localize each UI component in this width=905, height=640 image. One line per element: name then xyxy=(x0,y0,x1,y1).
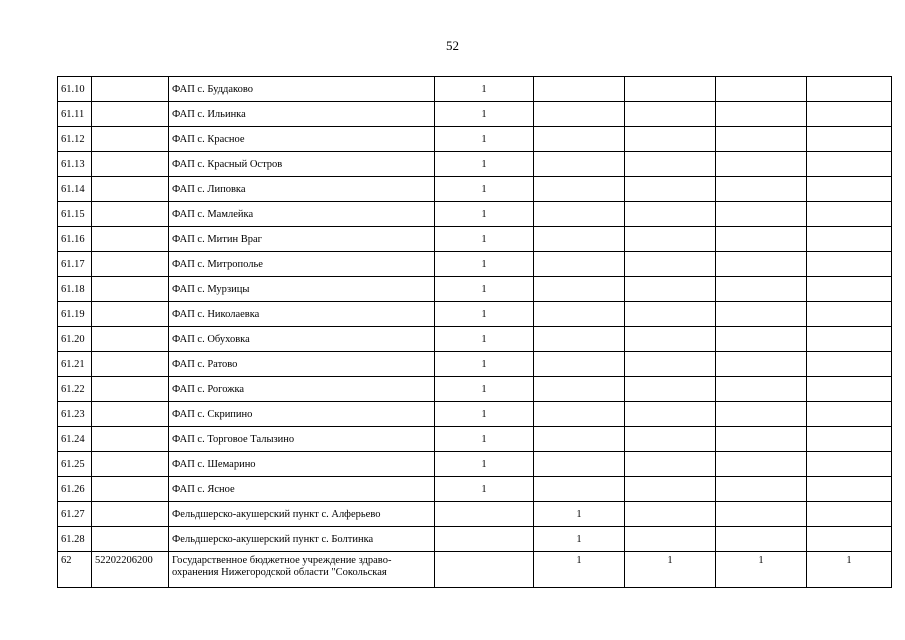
table-row xyxy=(58,302,892,327)
value-cell-2 xyxy=(534,327,625,352)
value-cell-1: 1 xyxy=(435,77,534,102)
value-cell-5 xyxy=(807,302,892,327)
value-cell-1: 1 xyxy=(435,202,534,227)
value-cell-2 xyxy=(534,477,625,502)
table-row xyxy=(58,77,892,102)
code-cell: 52202206200 xyxy=(92,552,169,588)
code-cell xyxy=(92,527,169,552)
value-cell-2 xyxy=(534,452,625,477)
value-cell-5 xyxy=(807,127,892,152)
value-cell-5 xyxy=(807,527,892,552)
value-cell-3 xyxy=(625,502,716,527)
facility-name-cell: ФАП с. Липовка xyxy=(169,177,435,202)
value-cell-4 xyxy=(716,202,807,227)
value-cell-3 xyxy=(625,227,716,252)
value-cell-5 xyxy=(807,452,892,477)
value-cell-3 xyxy=(625,452,716,477)
value-cell-1: 1 xyxy=(435,352,534,377)
value-cell-1: 1 xyxy=(435,327,534,352)
table-row xyxy=(58,127,892,152)
value-cell-4 xyxy=(716,152,807,177)
row-number-cell: 61.21 xyxy=(58,352,92,377)
value-cell-5 xyxy=(807,277,892,302)
value-cell-1: 1 xyxy=(435,277,534,302)
table-row xyxy=(58,427,892,452)
value-cell-4 xyxy=(716,477,807,502)
table-body xyxy=(58,77,892,588)
code-cell xyxy=(92,177,169,202)
row-number-cell: 61.13 xyxy=(58,152,92,177)
facility-name-cell: Государственное бюджетное учреждение здраво-охранения Нижегородской области "Сокольская xyxy=(169,552,435,588)
value-cell-4 xyxy=(716,352,807,377)
facility-name-cell: ФАП с. Ясное xyxy=(169,477,435,502)
value-cell-3 xyxy=(625,327,716,352)
value-cell-2 xyxy=(534,252,625,277)
table-row xyxy=(58,327,892,352)
facility-name-cell: ФАП с. Митин Враг xyxy=(169,227,435,252)
value-cell-1: 1 xyxy=(435,152,534,177)
row-number-cell: 61.10 xyxy=(58,77,92,102)
facility-name-cell: ФАП с. Скрипино xyxy=(169,402,435,427)
code-cell xyxy=(92,477,169,502)
code-cell xyxy=(92,502,169,527)
value-cell-4: 1 xyxy=(716,552,807,588)
table-row xyxy=(58,102,892,127)
code-cell xyxy=(92,202,169,227)
value-cell-5 xyxy=(807,477,892,502)
facility-name-cell: ФАП с. Обуховка xyxy=(169,327,435,352)
value-cell-5 xyxy=(807,502,892,527)
value-cell-5 xyxy=(807,377,892,402)
value-cell-5 xyxy=(807,177,892,202)
value-cell-2 xyxy=(534,227,625,252)
code-cell xyxy=(92,427,169,452)
value-cell-1: 1 xyxy=(435,377,534,402)
data-table xyxy=(57,76,892,588)
code-cell xyxy=(92,377,169,402)
value-cell-4 xyxy=(716,177,807,202)
facility-name-cell: ФАП с. Красное xyxy=(169,127,435,152)
code-cell xyxy=(92,252,169,277)
table-row xyxy=(58,452,892,477)
value-cell-1: 1 xyxy=(435,427,534,452)
value-cell-3 xyxy=(625,127,716,152)
value-cell-1: 1 xyxy=(435,402,534,427)
table-row xyxy=(58,202,892,227)
table-row xyxy=(58,177,892,202)
value-cell-3 xyxy=(625,202,716,227)
value-cell-1: 1 xyxy=(435,252,534,277)
table-row xyxy=(58,377,892,402)
value-cell-3 xyxy=(625,527,716,552)
value-cell-2 xyxy=(534,77,625,102)
facility-name-cell: Фельдшерско-акушерский пункт с. Болтинка xyxy=(169,527,435,552)
value-cell-1: 1 xyxy=(435,302,534,327)
table-row xyxy=(58,477,892,502)
value-cell-2: 1 xyxy=(534,552,625,588)
table-row xyxy=(58,527,892,552)
value-cell-2 xyxy=(534,202,625,227)
value-cell-2 xyxy=(534,177,625,202)
row-number-cell: 61.28 xyxy=(58,527,92,552)
value-cell-4 xyxy=(716,427,807,452)
code-cell xyxy=(92,127,169,152)
code-cell xyxy=(92,327,169,352)
value-cell-5 xyxy=(807,102,892,127)
value-cell-5 xyxy=(807,427,892,452)
value-cell-1 xyxy=(435,552,534,588)
facility-name-cell: Фельдшерско-акушерский пункт с. Алферьево xyxy=(169,502,435,527)
value-cell-5 xyxy=(807,77,892,102)
value-cell-2 xyxy=(534,402,625,427)
code-cell xyxy=(92,227,169,252)
value-cell-4 xyxy=(716,502,807,527)
value-cell-1 xyxy=(435,502,534,527)
value-cell-2 xyxy=(534,127,625,152)
facility-name-cell: ФАП с. Николаевка xyxy=(169,302,435,327)
code-cell xyxy=(92,152,169,177)
facility-name-cell: ФАП с. Ильинка xyxy=(169,102,435,127)
row-number-cell: 61.19 xyxy=(58,302,92,327)
facility-name-cell: ФАП с. Шемарино xyxy=(169,452,435,477)
value-cell-1: 1 xyxy=(435,452,534,477)
value-cell-1: 1 xyxy=(435,177,534,202)
facility-name-cell: ФАП с. Митрополье xyxy=(169,252,435,277)
value-cell-3: 1 xyxy=(625,552,716,588)
value-cell-3 xyxy=(625,252,716,277)
value-cell-3 xyxy=(625,477,716,502)
facility-name-cell: ФАП с. Торговое Талызино xyxy=(169,427,435,452)
facility-name-cell: ФАП с. Красный Остров xyxy=(169,152,435,177)
value-cell-3 xyxy=(625,302,716,327)
value-cell-2 xyxy=(534,102,625,127)
value-cell-1 xyxy=(435,527,534,552)
value-cell-3 xyxy=(625,77,716,102)
table-row xyxy=(58,252,892,277)
value-cell-4 xyxy=(716,102,807,127)
value-cell-5 xyxy=(807,352,892,377)
value-cell-5 xyxy=(807,227,892,252)
value-cell-4 xyxy=(716,277,807,302)
row-number-cell: 61.27 xyxy=(58,502,92,527)
row-number-cell: 62 xyxy=(58,552,92,588)
facility-name-cell: ФАП с. Буддаково xyxy=(169,77,435,102)
value-cell-5 xyxy=(807,402,892,427)
row-number-cell: 61.26 xyxy=(58,477,92,502)
row-number-cell: 61.15 xyxy=(58,202,92,227)
code-cell xyxy=(92,352,169,377)
value-cell-1: 1 xyxy=(435,127,534,152)
value-cell-3 xyxy=(625,177,716,202)
value-cell-1: 1 xyxy=(435,477,534,502)
value-cell-2: 1 xyxy=(534,527,625,552)
value-cell-3 xyxy=(625,402,716,427)
value-cell-4 xyxy=(716,527,807,552)
code-cell xyxy=(92,77,169,102)
table-row xyxy=(58,277,892,302)
value-cell-2 xyxy=(534,377,625,402)
table-row xyxy=(58,227,892,252)
facility-name-cell: ФАП с. Ратово xyxy=(169,352,435,377)
table-row xyxy=(58,502,892,527)
table-row xyxy=(58,352,892,377)
facility-name-cell: ФАП с. Мамлейка xyxy=(169,202,435,227)
value-cell-5 xyxy=(807,252,892,277)
table-row xyxy=(58,152,892,177)
value-cell-5: 1 xyxy=(807,552,892,588)
value-cell-3 xyxy=(625,102,716,127)
value-cell-3 xyxy=(625,377,716,402)
value-cell-4 xyxy=(716,452,807,477)
row-number-cell: 61.25 xyxy=(58,452,92,477)
page-number: 52 xyxy=(446,38,459,53)
code-cell xyxy=(92,277,169,302)
facility-name-cell: ФАП с. Мурзицы xyxy=(169,277,435,302)
code-cell xyxy=(92,402,169,427)
value-cell-2 xyxy=(534,152,625,177)
row-number-cell: 61.17 xyxy=(58,252,92,277)
value-cell-4 xyxy=(716,252,807,277)
value-cell-1: 1 xyxy=(435,102,534,127)
value-cell-4 xyxy=(716,302,807,327)
table-row xyxy=(58,552,892,588)
value-cell-2 xyxy=(534,302,625,327)
value-cell-4 xyxy=(716,327,807,352)
code-cell xyxy=(92,102,169,127)
value-cell-2 xyxy=(534,427,625,452)
row-number-cell: 61.22 xyxy=(58,377,92,402)
row-number-cell: 61.16 xyxy=(58,227,92,252)
value-cell-5 xyxy=(807,327,892,352)
value-cell-3 xyxy=(625,427,716,452)
value-cell-4 xyxy=(716,402,807,427)
value-cell-3 xyxy=(625,152,716,177)
table-row xyxy=(58,402,892,427)
row-number-cell: 61.12 xyxy=(58,127,92,152)
row-number-cell: 61.24 xyxy=(58,427,92,452)
value-cell-4 xyxy=(716,227,807,252)
value-cell-4 xyxy=(716,77,807,102)
value-cell-3 xyxy=(625,352,716,377)
value-cell-3 xyxy=(625,277,716,302)
row-number-cell: 61.18 xyxy=(58,277,92,302)
code-cell xyxy=(92,452,169,477)
value-cell-2: 1 xyxy=(534,502,625,527)
value-cell-5 xyxy=(807,152,892,177)
value-cell-5 xyxy=(807,202,892,227)
value-cell-2 xyxy=(534,352,625,377)
value-cell-4 xyxy=(716,127,807,152)
value-cell-1: 1 xyxy=(435,227,534,252)
code-cell xyxy=(92,302,169,327)
facility-name-cell: ФАП с. Рогожка xyxy=(169,377,435,402)
row-number-cell: 61.23 xyxy=(58,402,92,427)
value-cell-4 xyxy=(716,377,807,402)
row-number-cell: 61.11 xyxy=(58,102,92,127)
row-number-cell: 61.20 xyxy=(58,327,92,352)
value-cell-2 xyxy=(534,277,625,302)
row-number-cell: 61.14 xyxy=(58,177,92,202)
